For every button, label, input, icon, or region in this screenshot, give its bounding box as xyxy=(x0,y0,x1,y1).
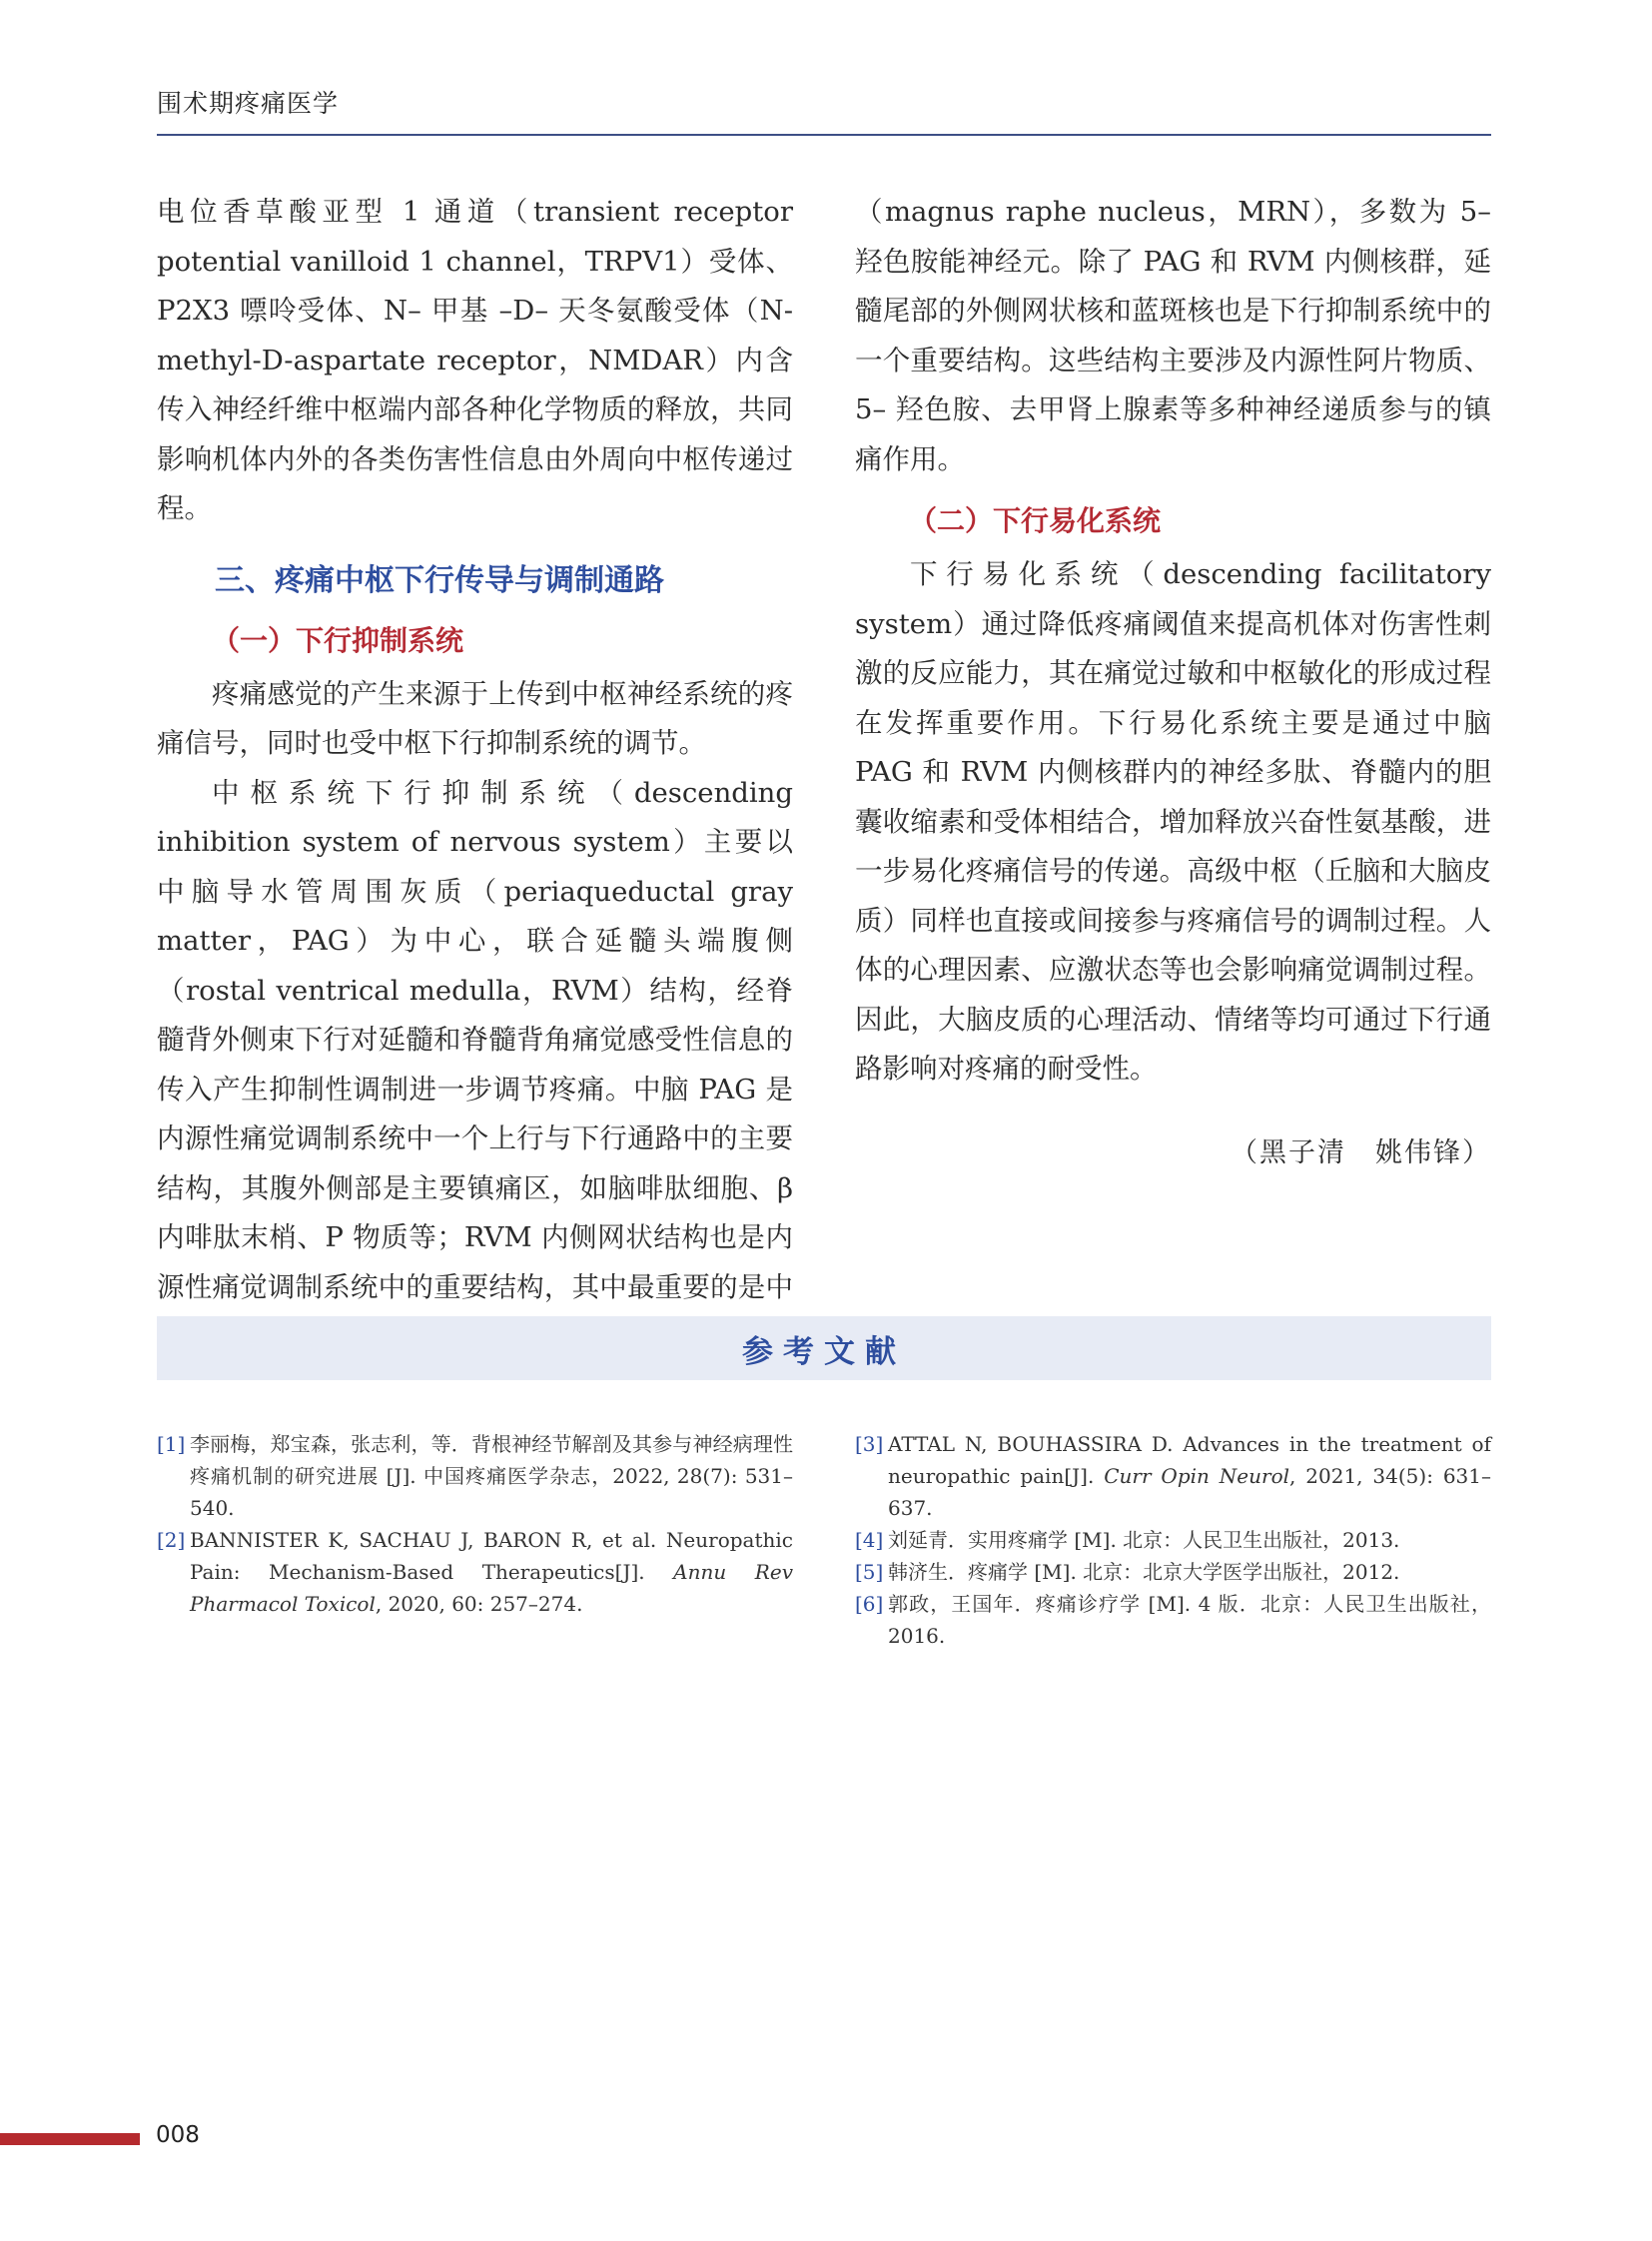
reference-item xyxy=(157,1428,793,1524)
reference-text: 李丽梅，郑宝森，张志利，等．背根神经节解剖及其参与神经病理性疼痛机制的研究进展 [J]. 中国疼痛医学杂志，2022, 28(7): 531–540. xyxy=(190,1432,793,1520)
sub2-para: 下行易化系统（descending facilitatory system）通过降低疼痛阈值来提高机体对伤害性刺激的反应能力，其在痛觉过敏和中枢敏化的形成过程在发挥重要作用。下行易化系统主要是通过中脑 PAG 和 RVM 内侧核群内的神经多肽、脊髓内的胆囊收缩素和受体相结合，增加释放兴奋性氨基酸，进一步易化疼痛信号的传递。高级中枢（丘脑和大脑皮质）同样也直接或间接参与疼痛信号的调制过程。人体的心理因素、应激状态等也会影响痛觉调制过程。因此，大脑皮质的心理活动、情绪等均可通过下行通路影响对疼痛的耐受性。 xyxy=(855,558,1491,1085)
references-banner xyxy=(157,1316,1491,1380)
footer-accent-bar xyxy=(0,2133,140,2145)
reference-item xyxy=(855,1588,1491,1652)
reference-number: [5] xyxy=(855,1560,884,1584)
references-left-list xyxy=(157,1428,793,1620)
running-head-title: 围术期疼痛医学 xyxy=(157,89,340,118)
reference-number: [2] xyxy=(157,1528,186,1552)
header-rule xyxy=(157,134,1491,136)
reference-text: 刘延青．实用疼痛学 [M]. 北京：人民卫生出版社，2013. xyxy=(888,1528,1400,1552)
reference-text-tail: , 2020, 60: 257–274. xyxy=(375,1592,583,1616)
reference-text: ATTAL N, BOUHASSIRA D. Advances in the treatment of neuropathic pain[J]. xyxy=(888,1432,1491,1488)
reference-text-tail: , 2021, 34(5): 631–637. xyxy=(888,1464,1491,1520)
left-para-continued: 电位香草酸亚型 1 通道（transient receptor potential vanilloid 1 channel，TRPV1）受体、P2X3 嘌呤受体、N– 甲基 –D– 天冬氨酸受体（N-methyl-D-aspartate receptor，NMDAR）内含传入神经纤维中枢端内部各种化学物质的释放，共同影响机体内外的各类伤害性信息由外周向中枢传递过程。 xyxy=(157,196,793,524)
reference-journal: Curr Opin Neurol xyxy=(1104,1464,1290,1488)
sub1-para2: 中枢系统下行抑制系统（descending inhibition system of nervous system）主要以中脑导水管周围灰质（periaqueductal gray matter，PAG）为中心，联合延髓头端腹侧（rostal ventrical medulla，RVM）结构，经脊髓背外侧束下行对延髓和脊髓背角痛觉感受性信息的传入产生抑制性调制进一步调节疼痛。中脑 PAG 是内源性痛觉调制系统中一个上行与下行通路中的主要结构，其腹外侧部是主要镇痛区，如脑啡肽细胞、β 内啡肽末梢、P 物质等；RVM 内侧网状结构也是内源性痛觉调制系统中的重要结构，其中最重要的是中 xyxy=(157,776,793,1303)
reference-text: 韩济生．疼痛学 [M]. 北京：北京大学医学出版社，2012. xyxy=(888,1560,1400,1584)
page-number: 008 xyxy=(156,2122,200,2148)
section-heading: 三、疼痛中枢下行传导与调制通路 xyxy=(215,562,664,598)
sub1-heading: （一）下行抑制系统 xyxy=(212,623,464,657)
reference-text: 郭政，王国年．疼痛诊疗学 [M]. 4 版．北京：人民卫生出版社，2016. xyxy=(888,1592,1491,1648)
sub1-para1: 疼痛感觉的产生来源于上传到中枢神经系统的疼痛信号，同时也受中枢下行抑制系统的调节。 xyxy=(157,677,793,759)
reference-item xyxy=(855,1556,1491,1588)
reference-number: [1] xyxy=(157,1432,186,1456)
reference-number: [4] xyxy=(855,1528,884,1552)
reference-journal: Annu Rev Pharmacol Toxicol xyxy=(190,1560,793,1616)
sub2-heading: （二）下行易化系统 xyxy=(909,504,1162,537)
reference-item xyxy=(855,1524,1491,1556)
right-para-continued: （magnus raphe nucleus，MRN），多数为 5– 羟色胺能神经元。除了 PAG 和 RVM 内侧核群，延髓尾部的外侧网状核和蓝斑核也是下行抑制系统中的一个重要结构。这些结构主要涉及内源性阿片物质、5– 羟色胺、去甲肾上腺素等多种神经递质参与的镇痛作用。 xyxy=(855,196,1491,475)
author-credit: （黑子清 姚伟锋） xyxy=(1231,1136,1491,1168)
right-column xyxy=(855,188,1491,1169)
left-column xyxy=(157,188,793,1362)
reference-number: [6] xyxy=(855,1592,884,1616)
reference-item xyxy=(157,1524,793,1620)
references-right-list xyxy=(855,1428,1491,1652)
reference-item xyxy=(855,1428,1491,1524)
references-title: 参考文献 xyxy=(742,1333,906,1370)
reference-text: BANNISTER K, SACHAU J, BARON R, et al. Neuropathic Pain: Mechanism-Based Therapeutics[J]. xyxy=(190,1528,793,1584)
reference-number: [3] xyxy=(855,1432,884,1456)
